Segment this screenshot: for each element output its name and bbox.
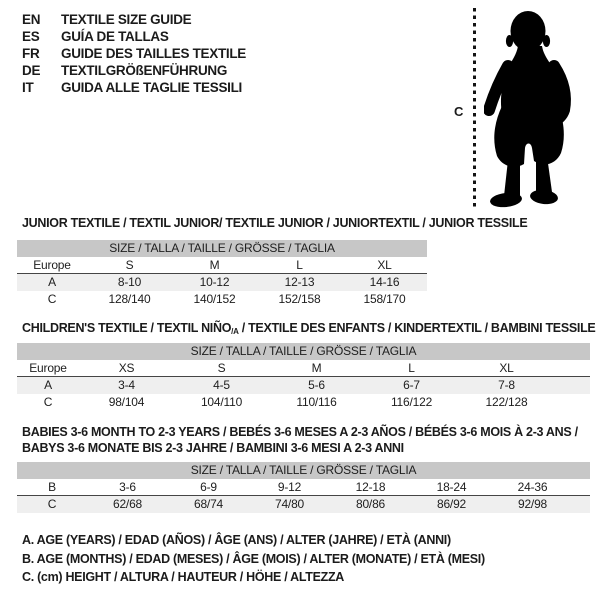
children-title-post: / TEXTILE DES ENFANTS / KINDERTEXTIL / BAMBINI TESSILE	[238, 321, 596, 335]
children-title-pre: CHILDREN'S TEXTILE / TEXTIL NIÑO	[22, 321, 232, 335]
note-c: C. (cm) HEIGHT / ALTURA / HAUTEUR / HÖHE / ALTEZZA	[22, 570, 345, 584]
row-label: C	[17, 496, 87, 513]
baby-silhouette-icon	[484, 8, 576, 208]
table-row	[17, 257, 427, 274]
lang-code: FR	[22, 46, 40, 61]
size-header-label: SIZE / TALLA / TAILLE / GRÖSSE / TAGLIA	[17, 343, 590, 360]
lang-row-es	[22, 28, 246, 45]
lang-code: EN	[22, 12, 41, 27]
size-cell: 3-4	[79, 377, 174, 394]
size-cell: 140/152	[193, 291, 236, 306]
size-cell: 68/74	[168, 496, 249, 513]
size-cell: 104/110	[200, 394, 243, 409]
babies-size-table	[17, 462, 590, 513]
junior-size-table	[17, 240, 427, 307]
size-header-row	[17, 343, 590, 360]
row-label: Europe	[17, 360, 79, 377]
row-label: A	[17, 274, 87, 291]
size-header-row	[17, 462, 590, 479]
lang-label: TEXTILGRÖßENFÜHRUNG	[61, 63, 228, 78]
height-marker-label: C	[454, 104, 464, 119]
size-cell: 4-5	[174, 377, 269, 394]
children-size-table	[17, 343, 590, 410]
lang-label: TEXTILE SIZE GUIDE	[61, 12, 192, 27]
size-cell: XL	[459, 360, 554, 377]
table-row	[17, 496, 590, 513]
lang-code: IT	[22, 80, 34, 95]
size-cell: 110/116	[296, 394, 337, 409]
spacer-cell	[554, 377, 590, 394]
lang-row-it	[22, 79, 246, 96]
size-cell: M	[269, 360, 364, 377]
size-cell: L	[364, 360, 459, 377]
size-cell: 24-36	[492, 479, 573, 496]
size-cell: 128/140	[108, 291, 151, 306]
size-header-label: SIZE / TALLA / TAILLE / GRÖSSE / TAGLIA	[17, 462, 590, 479]
size-cell: 92/98	[492, 496, 573, 513]
lang-code: ES	[22, 29, 40, 44]
size-cell: XL	[342, 257, 427, 274]
size-cell: M	[172, 257, 257, 274]
children-title-subscript: /A	[231, 327, 239, 336]
children-table-title	[22, 320, 595, 340]
note-b: B. AGE (MONTHS) / EDAD (MESES) / ÂGE (MOIS) / ALTER (MONATE) / ETÀ (MESI)	[22, 551, 485, 566]
lang-label: GUIDE DES TAILLES TEXTILE	[61, 46, 247, 61]
size-cell: 98/104	[108, 394, 145, 409]
table-row	[17, 479, 590, 496]
lang-label: GUÍA DE TALLAS	[61, 29, 169, 44]
spacer-cell	[554, 360, 590, 377]
table-row	[17, 377, 590, 394]
lang-code: DE	[22, 63, 41, 78]
size-cell: 158/170	[363, 291, 406, 306]
lang-row-de	[22, 62, 246, 79]
size-cell: S	[174, 360, 269, 377]
size-cell: XS	[79, 360, 174, 377]
row-label: Europe	[17, 257, 87, 274]
spacer-cell	[573, 496, 590, 513]
size-cell: 6-7	[364, 377, 459, 394]
height-marker-line	[473, 8, 476, 208]
size-cell: 152/158	[278, 291, 321, 306]
size-cell: 12-13	[257, 274, 342, 291]
language-guide-list	[22, 11, 246, 96]
table-row	[17, 394, 590, 411]
size-cell: S	[87, 257, 172, 274]
size-cell: 86/92	[411, 496, 492, 513]
size-cell: 80/86	[330, 496, 411, 513]
size-cell: 62/68	[87, 496, 168, 513]
size-cell: 14-16	[342, 274, 427, 291]
size-cell: 116/122	[390, 394, 433, 409]
junior-table-title: JUNIOR TEXTILE / TEXTIL JUNIOR/ TEXTILE JUNIOR / JUNIORTEXTIL / JUNIOR TESSILE	[22, 216, 528, 230]
babies-table-title	[22, 424, 578, 456]
size-cell: 8-10	[87, 274, 172, 291]
note-a: A. AGE (YEARS) / EDAD (AÑOS) / ÂGE (ANS) / ALTER (JAHRE) / ETÀ (ANNI)	[22, 533, 451, 547]
size-cell: 74/80	[249, 496, 330, 513]
size-cell: 6-9	[168, 479, 249, 496]
size-cell: 5-6	[269, 377, 364, 394]
row-label: C	[43, 394, 53, 409]
row-label: A	[17, 377, 79, 394]
lang-row-en	[22, 11, 246, 28]
size-cell: 7-8	[459, 377, 554, 394]
spacer-cell	[554, 394, 590, 411]
size-header-row	[17, 240, 427, 257]
lang-row-fr	[22, 45, 246, 62]
babies-title-line2: BABYS 3-6 MONATE BIS 2-3 JAHRE / BAMBINI 3-6 MESI A 2-3 ANNI	[22, 441, 404, 455]
babies-title-line1: BABIES 3-6 MONTH TO 2-3 YEARS / BEBÉS 3-6 MESES A 2-3 AÑOS / BÉBÉS 3-6 MOIS À 2-3 ANS /	[22, 425, 578, 439]
size-cell: 122/128	[485, 394, 528, 409]
table-row	[17, 274, 427, 291]
row-label: C	[47, 291, 57, 306]
size-cell: 12-18	[330, 479, 411, 496]
size-cell: 18-24	[411, 479, 492, 496]
legend-notes	[22, 531, 485, 587]
size-cell: L	[257, 257, 342, 274]
table-row	[17, 360, 590, 377]
size-header-label: SIZE / TALLA / TAILLE / GRÖSSE / TAGLIA	[17, 240, 427, 257]
table-row	[17, 291, 427, 308]
row-label: B	[17, 479, 87, 496]
lang-label: GUIDA ALLE TAGLIE TESSILI	[61, 80, 242, 95]
size-cell: 9-12	[249, 479, 330, 496]
size-cell: 3-6	[87, 479, 168, 496]
size-cell: 10-12	[172, 274, 257, 291]
spacer-cell	[573, 479, 590, 496]
